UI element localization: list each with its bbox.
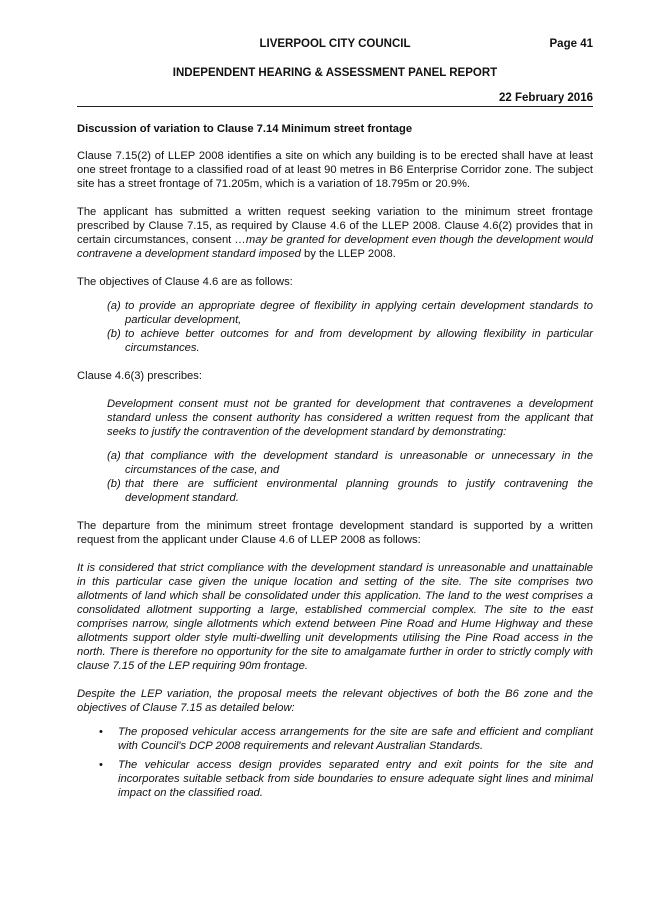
bullet-icon: • bbox=[99, 759, 103, 771]
paragraph-prescribes: Clause 4.6(3) prescribes: bbox=[77, 370, 202, 382]
council-name: LIVERPOOL CITY COUNCIL bbox=[259, 38, 411, 50]
report-date: 22 February 2016 bbox=[77, 92, 593, 107]
list-marker: (b) bbox=[107, 478, 121, 490]
report-title: INDEPENDENT HEARING & ASSESSMENT PANEL REPORT bbox=[172, 67, 498, 79]
quoted-clause: Development consent must not be granted for development that contravenes a development standard unless the consent authority has considered a written request from the applicant that seeks to justify the contravention of the development standard by demonstrating: bbox=[107, 398, 593, 438]
quoted-text: …may be granted for development even though the development would contravene a development standard imposed bbox=[77, 234, 593, 260]
list-item-text: The proposed vehicular access arrangements for the site are safe and efficient and compliant with Council's DCP 2008 requirements and relevant Australian Standards. bbox=[118, 726, 593, 752]
paragraph-text: by the LLEP 2008. bbox=[300, 248, 396, 260]
conditions-list bbox=[77, 449, 593, 505]
objectives-list bbox=[77, 299, 593, 355]
bullet-icon: • bbox=[99, 726, 103, 738]
list-item bbox=[99, 725, 593, 753]
list-item-text: to provide an appropriate degree of flexibility in applying certain development standards to particular development, bbox=[125, 300, 593, 326]
list-marker: (b) bbox=[107, 328, 121, 340]
list-item-text: to achieve better outcomes for and from development by allowing flexibility in particular circumstances. bbox=[125, 328, 593, 354]
list-item bbox=[99, 758, 593, 800]
list-marker: (a) bbox=[107, 300, 121, 312]
bullet-list bbox=[77, 725, 593, 800]
list-item bbox=[107, 477, 593, 505]
paragraph-objectives-met: Despite the LEP variation, the proposal meets the relevant objectives of both the B6 zone and the objectives of Clause 7.15 as detailed below: bbox=[77, 688, 593, 714]
paragraph-objectives-intro: The objectives of Clause 4.6 are as follows: bbox=[77, 276, 293, 288]
paragraph-departure: The departure from the minimum street frontage development standard is supported by a written request from the applicant under Clause 4.6 of LLEP 2008 as follows: bbox=[77, 520, 593, 546]
paragraph-frontage: Clause 7.15(2) of LLEP 2008 identifies a site on which any building is to be erected shall have at least one street frontage to a classified road of at least 90 metres in B6 Enterprise Corridor zone. The subject site has a street frontage of 71.205m, which is a variation of 18.795m or 20.9%. bbox=[77, 150, 593, 190]
page-number: Page 41 bbox=[549, 38, 593, 50]
list-item bbox=[107, 327, 593, 355]
list-item-text: that there are sufficient environmental planning grounds to justify contravening the development standard. bbox=[125, 478, 593, 504]
list-item bbox=[107, 449, 593, 477]
list-item bbox=[107, 299, 593, 327]
page-header bbox=[77, 38, 593, 54]
section-heading: Discussion of variation to Clause 7.14 Minimum street frontage bbox=[77, 123, 413, 135]
list-item-text: The vehicular access design provides separated entry and exit points for the site and incorporates suitable setback from side boundaries to ensure adequate sight lines and minimal impact on the classified road. bbox=[118, 759, 593, 799]
document-page bbox=[77, 38, 593, 805]
paragraph-text: The applicant has submitted a written request seeking variation to the minimum street frontage prescribed by Clause 7.15, as required by Clause 4.6 of the LLEP 2008. Clause 4.6(2) provides that in certain circumstances, consent bbox=[77, 206, 593, 246]
list-item-text: that compliance with the development standard is unreasonable or unnecessary in the circumstances of the case, and bbox=[125, 450, 593, 476]
paragraph-applicant-statement: It is considered that strict compliance with the development standard is unreasonable and unattainable in this particular case given the unique location and setting of the site. The site comprises two allotments of land which shall be consolidated under this application. The land to the west comprises a consolidated allotment supporting a large, established commercial complex. The site to the east comprises narrow, single allotments which extend between Pine Road and Hume Highway and these allotments support older style multi-dwelling unit developments utilising the Pine Road access in the north. There is therefore no opportunity for the site to amalgamate further in order to strictly comply with clause 7.15 of the LEP requiring 90m frontage. bbox=[77, 562, 593, 672]
paragraph-written-request bbox=[77, 205, 593, 261]
list-marker: (a) bbox=[107, 450, 121, 462]
